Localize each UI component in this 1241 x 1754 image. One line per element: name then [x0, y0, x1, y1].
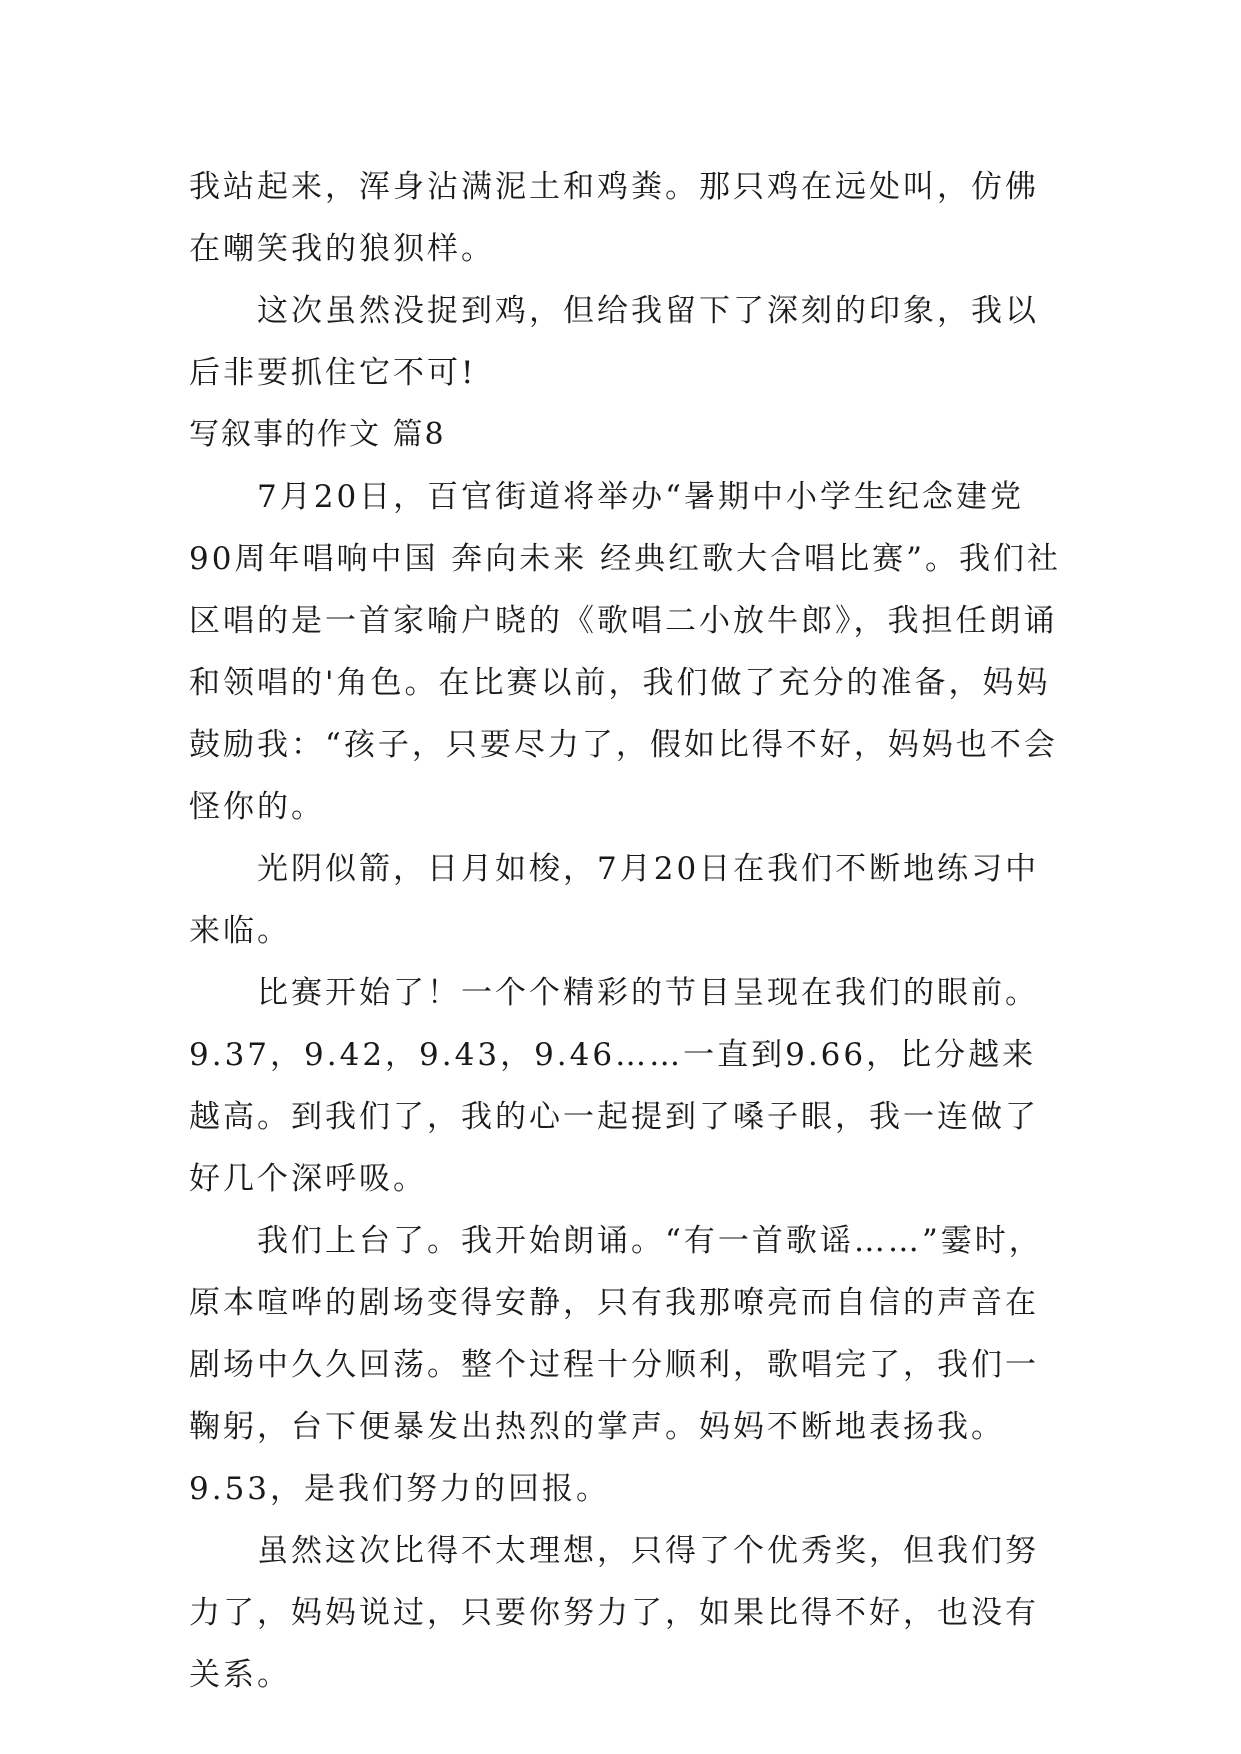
- paragraph: 我站起来，浑身沾满泥土和鸡粪。那只鸡在远处叫，仿佛在嘲笑我的狼狈样。: [189, 169, 1039, 267]
- paragraph: 我们上台了。我开始朗诵。“有一首歌谣……”霎时，原本喧哗的剧场变得安静，只有我那嘹亮而自信的声音在剧场中久久回荡。整个过程十分顺利，歌唱完了，我们一鞠躬，台下便暴发出热烈的掌声。妈妈不断地表扬我。9.53，是我们努力的回报。: [189, 1223, 1043, 1507]
- paragraph: 7月20日，百官街道将举办“暑期中小学生纪念建党90周年唱响中国 奔向未来 经典红歌大合唱比赛”。我们社区唱的是一首家喻户晓的《歌唱二小放牛郎》，我担任朗诵和领唱的'角色。在比赛以前，我们做了充分的准备，妈妈鼓励我：“孩子，只要尽力了，假如比得不好，妈妈也不会怪你的。: [189, 479, 1061, 825]
- section-heading: 写叙事的作文 篇8: [189, 417, 446, 452]
- paragraph: 比赛开始了！一个个精彩的节目呈现在我们的眼前。9.37，9.42，9.43，9.46……一直到9.66，比分越来越高。到我们了，我的心一起提到了嗓子眼，我一连做了好几个深呼吸。: [189, 975, 1039, 1197]
- paragraph: 光阴似箭，日月如梭，7月20日在我们不断地练习中来临。: [189, 851, 1040, 949]
- document-body: [189, 156, 1069, 1706]
- paragraph: 这次虽然没捉到鸡，但给我留下了深刻的印象，我以后非要抓住它不可!: [189, 293, 1039, 391]
- paragraph: 虽然这次比得不太理想，只得了个优秀奖，但我们努力了，妈妈说过，只要你努力了，如果比得不好，也没有关系。: [189, 1533, 1039, 1693]
